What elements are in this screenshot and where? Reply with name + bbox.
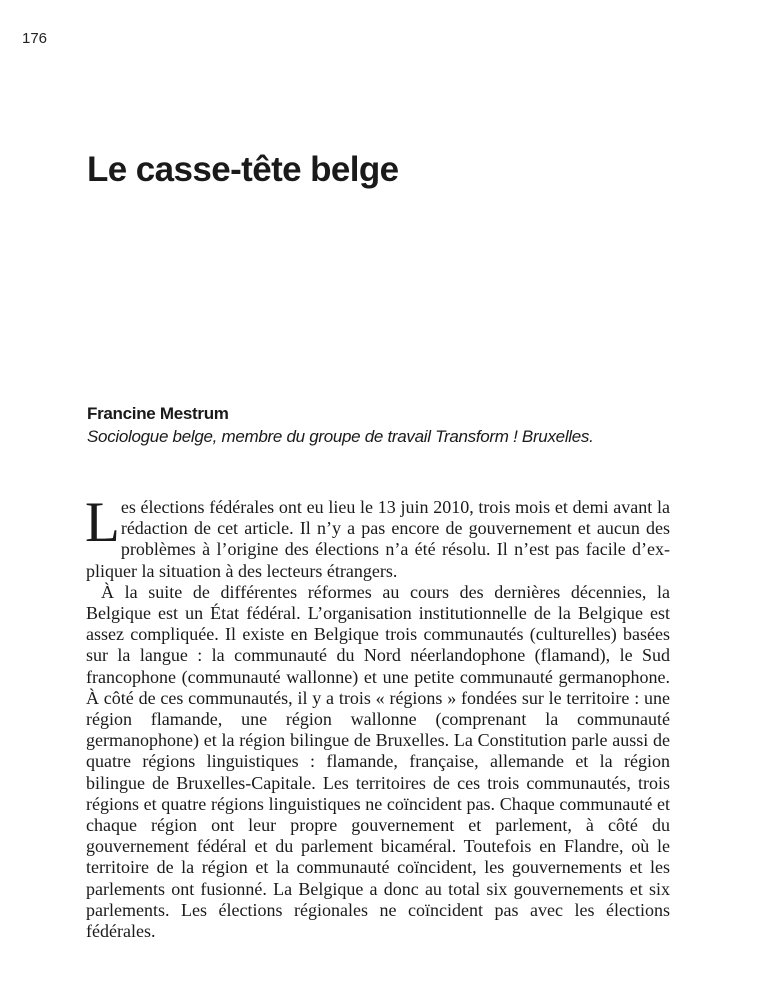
author-block [87, 403, 594, 449]
article-title: Le casse-tête belge [87, 150, 399, 189]
author-affiliation: Sociologue belge, membre du groupe de travail Transform ! Bruxelles. [87, 427, 594, 446]
author-name: Francine Mestrum [87, 404, 229, 423]
drop-cap: L [85, 491, 120, 554]
paragraph-2: À la suite de différentes réformes au cours des dernières décennies, la Belgique est un État fédéral. L’organisation institutionnelle de la Belgique est assez compliquée. Il existe en Belgique trois communautés (culturelles) basées sur la langue : la communauté du Nord néerlandophone (flamand), le Sud francophone (communauté wallonne) et une petite communauté germanophone. À côté de ces communautés, il y a trois « régions » fondées sur le territoire : une région flamande, une région wallonne (comprenant la communauté germanophone) et la région bilingue de Bruxelles. La Constitution parle aussi de quatre régions linguistiques : flamande, française, allemande et la région bilingue de Bruxelles-Capitale. Les territoires de ces trois communautés, trois régions et quatre régions linguistiques ne coïncident pas. Chaque communauté et chaque région ont leur propre gouvernement et parlement, à côté du gouvernement fédéral et du parlement bicaméral. Toutefois en Flandre, où le territoire de la région et la communauté coïncident, les gouvernements et les parlements ont fusionné. La Belgique a donc au total six gouvernements et six parlements. Les élections régionales ne coïncident pas avec les élections fédérales. [86, 581, 670, 942]
paragraph-1 [85, 491, 670, 582]
page-number: 176 [22, 30, 48, 47]
article-body [85, 491, 670, 942]
paragraph-1-text: es élections fédérales ont eu lieu le 13 juin 2010, trois mois et demi avant la rédaction de cet article. Il n’y a pas encore de gouvernement et aucun des problèmes à l’origine des élections n’a été résolu. Il n’est pas facile d’expliquer la situation à des lecteurs étrangers. [86, 497, 670, 581]
